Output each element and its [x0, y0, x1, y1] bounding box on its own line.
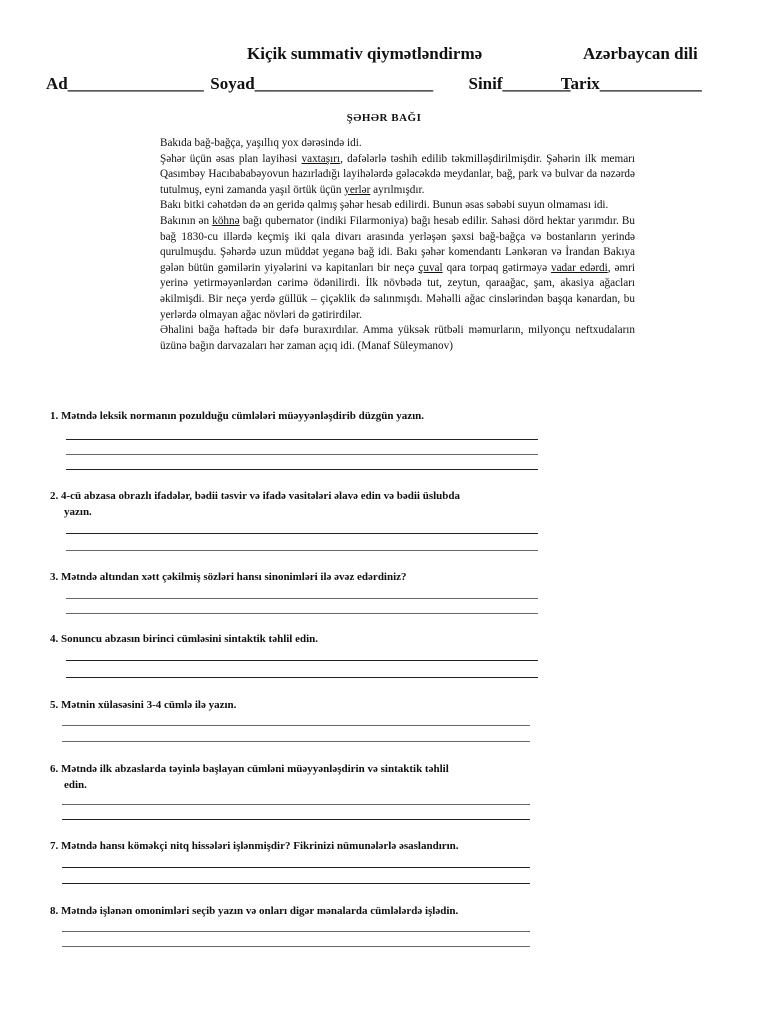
- question-4: [50, 631, 550, 647]
- question-2: [50, 488, 550, 520]
- question-1: [50, 408, 550, 424]
- answer-line[interactable]: [62, 867, 530, 868]
- answer-line[interactable]: [66, 660, 538, 661]
- question-text: 7. Mətndə hansı köməkçi nitq hissələri işlənmişdir? Fikrinizi nümunələrlə əsaslandırın.: [50, 840, 459, 852]
- question-text-continued: edin.: [64, 779, 87, 791]
- question-3: [50, 569, 550, 585]
- question-6: [50, 761, 550, 793]
- answer-line[interactable]: [62, 946, 530, 947]
- paragraph-4-text-a: Bakının ən: [160, 214, 213, 227]
- answer-line[interactable]: [62, 931, 530, 932]
- subject-name: Azərbaycan dili: [583, 44, 698, 63]
- class-field[interactable]: Sinif________: [468, 74, 571, 93]
- question-5: [50, 697, 550, 713]
- underlined-word: yerlər: [344, 183, 371, 196]
- surname-field[interactable]: Soyad_____________________: [210, 74, 434, 93]
- paragraph-1-text: Bakıda bağ-bağça, yaşıllıq yox dərəsində idi.: [160, 137, 362, 149]
- question-text: 5. Mətnin xülasəsini 3-4 cümlə ilə yazın.: [50, 699, 237, 711]
- answer-line[interactable]: [66, 454, 538, 455]
- underlined-word: vaxtaşırı: [301, 152, 341, 165]
- paragraph-5-text: Əhalini bağa həftədə bir dəfə buraxırdılar. Amma yüksək rütbəli məmurların, milyonçu neftxudaların üzünə bağın darvazaları hər zaman açıq idi. (Manaf Süleymanov): [160, 324, 635, 352]
- question-text: 6. Mətndə ilk abzaslarda təyinlə başlayan cümləni müəyyənləşdirin və sintaktik təhlil: [50, 763, 449, 775]
- paragraph-3-text: Bakı bitki cəhətdən də ən geridə qalmış şəhər hesab edilirdi. Bunun əsas səbəbi suyun olmaması idi.: [160, 199, 609, 212]
- answer-line[interactable]: [66, 550, 538, 551]
- underlined-word: çuval: [418, 261, 443, 274]
- document-title: Kiçik summativ qiymətləndirmə: [247, 44, 483, 63]
- answer-line[interactable]: [66, 677, 538, 678]
- paragraph-2: [160, 152, 635, 199]
- question-text: 3. Mətndə altından xətt çəkilmiş sözləri hansı sinonimləri ilə əvəz edərdiniz?: [50, 571, 407, 583]
- question-text: 8. Mətndə işlənən omonimləri seçib yazın və onları digər mənalarda cümlələrdə işlədin.: [50, 905, 459, 917]
- name-field[interactable]: Ad________________: [46, 74, 204, 93]
- paragraph-4: [160, 214, 635, 323]
- question-text: 2. 4-cü abzasa obrazlı ifadələr, bədii təsvir və ifadə vasitələri əlavə edin və bədii üslubda: [50, 490, 461, 502]
- text-title: ŞƏHƏR BAĞI: [346, 112, 422, 124]
- question-text-continued: yazın.: [64, 506, 92, 518]
- reading-passage: [160, 136, 635, 354]
- question-7: [50, 838, 550, 854]
- paragraph-3: [160, 198, 635, 214]
- underlined-word: vadar edərdi: [551, 261, 608, 274]
- answer-line[interactable]: [66, 533, 538, 534]
- answer-line[interactable]: [66, 613, 538, 614]
- answer-line[interactable]: [62, 819, 530, 820]
- paragraph-2-text-a: Şəhər üçün əsas plan layihəsi: [160, 152, 302, 165]
- answer-line[interactable]: [62, 883, 530, 884]
- question-text: 4. Sonuncu abzasın birinci cümləsini sintaktik təhlil edin.: [50, 633, 319, 645]
- paragraph-2-text-b: , dəfələrlə təshih edilib təkmilləşdirilmişdir. Şəhərin ilk memarı Qasımbəy Hacıbababəyovun hazırladığı layihələrdə gələcəkdə meydanlar, bağ, park və bulvar da nəzərdə tutulmuş, eyni zamanda yaşıl örtük üçün: [160, 152, 636, 196]
- date-field[interactable]: Tarix____________: [560, 74, 702, 93]
- paragraph-2-text-c: ayrılmışdır.: [370, 183, 425, 196]
- paragraph-4-text-b: bağı qubernator (indiki Filarmoniya) bağı hesab edilir. Sahəsi dörd hektar yarımdır. Bu bağ 1830-cu illərdə keçmiş iki qala divarı arasında yerləşən şəxsi bağ-bağça və bostanların yerində qurulmuşdu. Şəhərdə uzun müddət yeganə bağ idi. Bakı şəhər komendantı Lənkəran və İrandan Bakıya gələn bütün gəmilərin yiyələrini və kapitanları bir neçə: [160, 214, 635, 274]
- student-info-row: [46, 74, 726, 98]
- answer-line[interactable]: [66, 439, 538, 440]
- question-text: 1. Mətndə leksik normanın pozulduğu cümlələri müəyyənləşdirib düzgün yazın.: [50, 410, 425, 422]
- answer-line[interactable]: [66, 598, 538, 599]
- question-8: [50, 903, 550, 919]
- answer-line[interactable]: [62, 725, 530, 726]
- underlined-word: köhnə: [212, 214, 240, 227]
- paragraph-4-text-d: , əmri yerinə yetirməyənlərdən cərimə ödənilirdi. İlk növbədə tut, zeytun, qaraağac, şam, akasiya ağacları əkilmişdi. Bir neçə yerdə güllük – çiçəklik də salınmışdı. Məhəlli ağac cinslərindən başqa kənardan, bu yerlərdə olmayan ağac növləri də gətirirdilər.: [160, 261, 636, 321]
- answer-line[interactable]: [62, 741, 530, 742]
- header: [0, 44, 768, 68]
- answer-line[interactable]: [62, 804, 530, 805]
- answer-line[interactable]: [66, 469, 538, 470]
- paragraph-5: [160, 323, 635, 354]
- paragraph-4-text-c: qara torpaq gətirməyə: [442, 261, 551, 274]
- paragraph-1: [160, 136, 635, 152]
